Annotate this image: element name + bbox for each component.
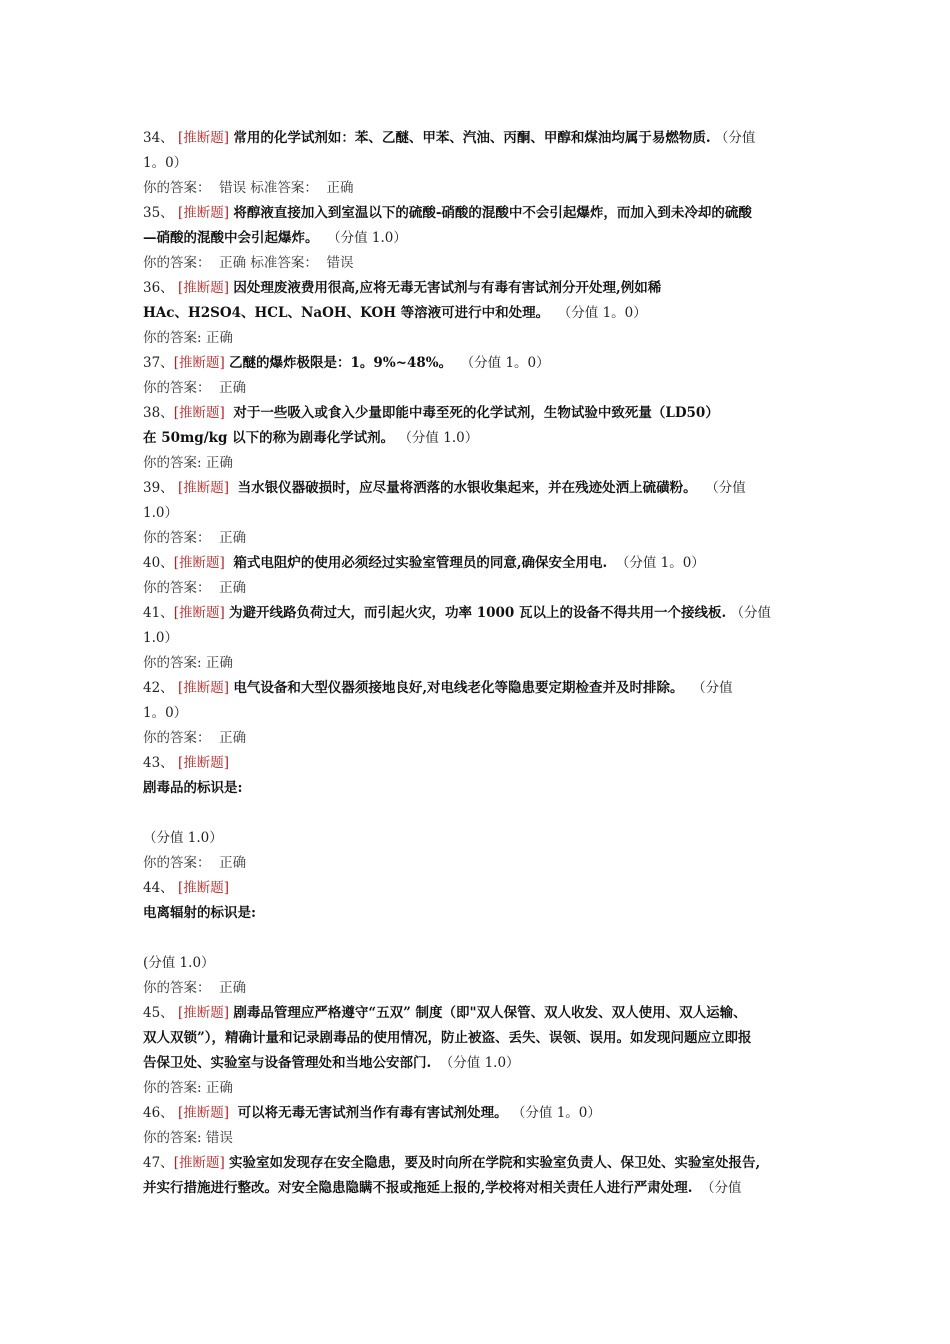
answer-line <box>143 1076 813 1101</box>
answer-label: 你的答案： <box>143 530 211 546</box>
question-42 <box>143 676 813 701</box>
blank-line <box>143 926 813 951</box>
question-number: 44、 <box>143 880 174 896</box>
question-34 <box>143 126 813 151</box>
question-45 <box>143 1001 813 1026</box>
answer-line <box>143 851 813 876</box>
answer-line <box>143 576 813 601</box>
answer-label: 你的答案: <box>143 1130 202 1146</box>
question-number: 34、 <box>143 130 174 146</box>
question-type-tag: [推断题] <box>173 555 225 571</box>
standard-answer-value: 正确 <box>326 180 354 196</box>
question-type-tag: [推断题] <box>177 1105 230 1121</box>
question-36 <box>143 276 813 301</box>
question-text-cont: 1.0） <box>143 505 178 521</box>
answer-value: 正确 <box>219 255 247 271</box>
answer-value: 错误 <box>219 180 247 196</box>
answer-value: 错误 <box>205 1130 233 1146</box>
answer-value: 正确 <box>219 730 247 746</box>
answer-value: 正确 <box>205 330 233 346</box>
question-score: （分值 <box>701 1180 742 1196</box>
question-number: 36、 <box>143 280 174 296</box>
question-text-cont: 1。0） <box>143 705 188 721</box>
question-number: 39、 <box>143 480 174 496</box>
question-46 <box>143 1101 813 1126</box>
question-type-tag: [推断题] <box>177 680 230 696</box>
question-type-tag: [推断题] <box>177 130 230 146</box>
question-text: 当水银仪器破损时，应尽量将洒落的水银收集起来，并在残迹处洒上硫磺粉。 <box>237 480 697 496</box>
question-text-cont: —硝酸的混酸中会引起爆炸。 （分值 1.0） <box>143 230 407 246</box>
answer-value: 正确 <box>219 855 247 871</box>
question-text: 常用的化学试剂如：苯、乙醚、甲苯、汽油、丙酮、甲醇和煤油均属于易燃物质. <box>233 130 711 146</box>
question-score: （分值 1.0） <box>439 1055 520 1071</box>
standard-answer-value: 错误 <box>326 255 354 271</box>
question-type-tag: [推断题] <box>173 355 225 371</box>
answer-label: 你的答案: <box>143 1080 202 1096</box>
question-type-tag: [推断题] <box>177 880 230 896</box>
question-text: 实验室如发现存在安全隐患，要及时向所在学院和实验室负责人、保卫处、实验室处报告, <box>229 1155 761 1171</box>
question-number: 46、 <box>143 1105 174 1121</box>
question-score: （分值 1.0） <box>143 830 223 846</box>
answer-value: 正确 <box>219 530 247 546</box>
question-text: 乙醚的爆炸极限是：1。9%~48%。 <box>229 355 453 371</box>
answer-value: 正确 <box>219 980 247 996</box>
answer-value: 正确 <box>205 1080 233 1096</box>
answer-label: 你的答案： <box>143 380 211 396</box>
answer-line <box>143 251 813 276</box>
question-43 <box>143 751 813 776</box>
standard-answer-label: 标准答案： <box>250 255 318 271</box>
question-text: 剧毒品的标识是: <box>143 780 243 796</box>
answer-label: 你的答案： <box>143 730 211 746</box>
question-text: 可以将无毒无害试剂当作有毒有害试剂处理。 <box>237 1105 508 1121</box>
standard-answer-label: 标准答案： <box>250 180 318 196</box>
answer-value: 正确 <box>205 655 233 671</box>
question-score-line <box>143 951 813 976</box>
question-type-tag: [推断题] <box>173 405 225 421</box>
question-text: 因处理废液费用很高,应将无毒无害试剂与有毒有害试剂分开处理,例如稀 <box>233 280 662 296</box>
answer-value: 正确 <box>219 580 247 596</box>
question-score: （分值 1.0） <box>398 430 479 446</box>
answer-label: 你的答案: <box>143 655 202 671</box>
question-score: （分值 1。0） <box>460 355 550 371</box>
question-score: （分值 1.0） <box>327 230 407 246</box>
question-number: 40、 <box>143 555 174 571</box>
question-41 <box>143 601 813 626</box>
question-type-tag: [推断题] <box>177 1005 230 1021</box>
question-score: (分值 1.0） <box>143 955 215 971</box>
question-text-cont: 1.0） <box>143 630 178 646</box>
question-47 <box>143 1151 813 1176</box>
question-score: （分值 <box>730 605 772 621</box>
answer-value: 正确 <box>205 455 233 471</box>
answer-label: 你的答案： <box>143 980 211 996</box>
answer-line <box>143 451 813 476</box>
question-type-tag: [推断题] <box>173 1155 225 1171</box>
question-score: （分值 <box>692 680 733 696</box>
question-text-cont: 在 50mg/kg 以下的称为剧毒化学试剂。 （分值 1.0） <box>143 430 479 446</box>
question-score: （分值 1。0） <box>557 305 647 321</box>
question-number: 41、 <box>143 605 174 621</box>
answer-label: 你的答案: <box>143 330 202 346</box>
answer-label: 你的答案： <box>143 180 211 196</box>
question-text: 剧毒品管理应严格遵守“五双” 制度（即"双人保管、双人收发、双人使用、双人运输、 <box>233 1005 747 1021</box>
question-44 <box>143 876 813 901</box>
question-number: 38、 <box>143 405 174 421</box>
question-text: 电气设备和大型仪器须接地良好,对电线老化等隐患要定期检查并及时排除。 <box>233 680 684 696</box>
answer-line <box>143 976 813 1001</box>
question-text: 箱式电阻炉的使用必须经过实验室管理员的同意,确保安全用电. <box>233 555 608 571</box>
question-number: 35、 <box>143 205 174 221</box>
answer-line <box>143 326 813 351</box>
question-type-tag: [推断题] <box>177 280 230 296</box>
question-text-cont: 告保卫处、实验室与设备管理处和当地公安部门. （分值 1.0） <box>143 1055 520 1071</box>
question-text-cont: 并实行措施进行整改。对安全隐患隐瞒不报或拖延上报的,学校将对相关责任人进行严肃处理. （分值 <box>143 1180 742 1196</box>
answer-line <box>143 726 813 751</box>
question-type-tag: [推断题] <box>177 205 230 221</box>
question-39 <box>143 476 813 501</box>
question-38 <box>143 401 813 426</box>
question-type-tag: [推断题] <box>173 605 225 621</box>
question-number: 47、 <box>143 1155 174 1171</box>
question-text-cont <box>143 901 813 926</box>
answer-line <box>143 651 813 676</box>
answer-line <box>143 1126 813 1151</box>
question-text-cont: 1。0） <box>143 155 188 171</box>
question-number: 37、 <box>143 355 174 371</box>
answer-label: 你的答案： <box>143 855 211 871</box>
question-text-cont: 双人双锁”），精确计量和记录剧毒品的使用情况，防止被盗、丢失、误领、误用。如发现问题应立即报 <box>143 1030 752 1046</box>
question-text: 电离辐射的标识是: <box>143 905 256 921</box>
answer-label: 你的答案： <box>143 255 211 271</box>
answer-label: 你的答案： <box>143 580 211 596</box>
answer-line <box>143 176 813 201</box>
question-number: 42、 <box>143 680 174 696</box>
question-text-cont <box>143 776 813 801</box>
question-37 <box>143 351 813 376</box>
question-text: 为避开线路负荷过大，而引起火灾，功率 1000 瓦以上的设备不得共用一个接线板. <box>229 605 727 621</box>
answer-line <box>143 376 813 401</box>
question-text: 对于一些吸入或食入少量即能中毒至死的化学试剂，生物试验中致死量（LD50） <box>233 405 719 421</box>
question-score: （分值 1。0） <box>615 555 705 571</box>
question-score: （分值 <box>714 130 756 146</box>
blank-line <box>143 801 813 826</box>
question-text: 将醇液直接加入到室温以下的硫酸-硝酸的混酸中不会引起爆炸，而加入到未冷却的硫酸 <box>233 205 752 221</box>
question-score: （分值 <box>705 480 746 496</box>
answer-label: 你的答案: <box>143 455 202 471</box>
question-40 <box>143 551 813 576</box>
question-number: 45、 <box>143 1005 174 1021</box>
answer-value: 正确 <box>219 380 247 396</box>
document-page <box>143 126 813 1201</box>
question-score-line <box>143 826 813 851</box>
question-35 <box>143 201 813 226</box>
question-number: 43、 <box>143 755 174 771</box>
question-text-cont: HAc、H2SO4、HCL、NaOH、KOH 等溶液可进行中和处理。 （分值 1。0） <box>143 305 647 321</box>
question-type-tag: [推断题] <box>177 755 230 771</box>
answer-line <box>143 526 813 551</box>
question-type-tag: [推断题] <box>177 480 230 496</box>
question-score: （分值 1。0） <box>511 1105 601 1121</box>
